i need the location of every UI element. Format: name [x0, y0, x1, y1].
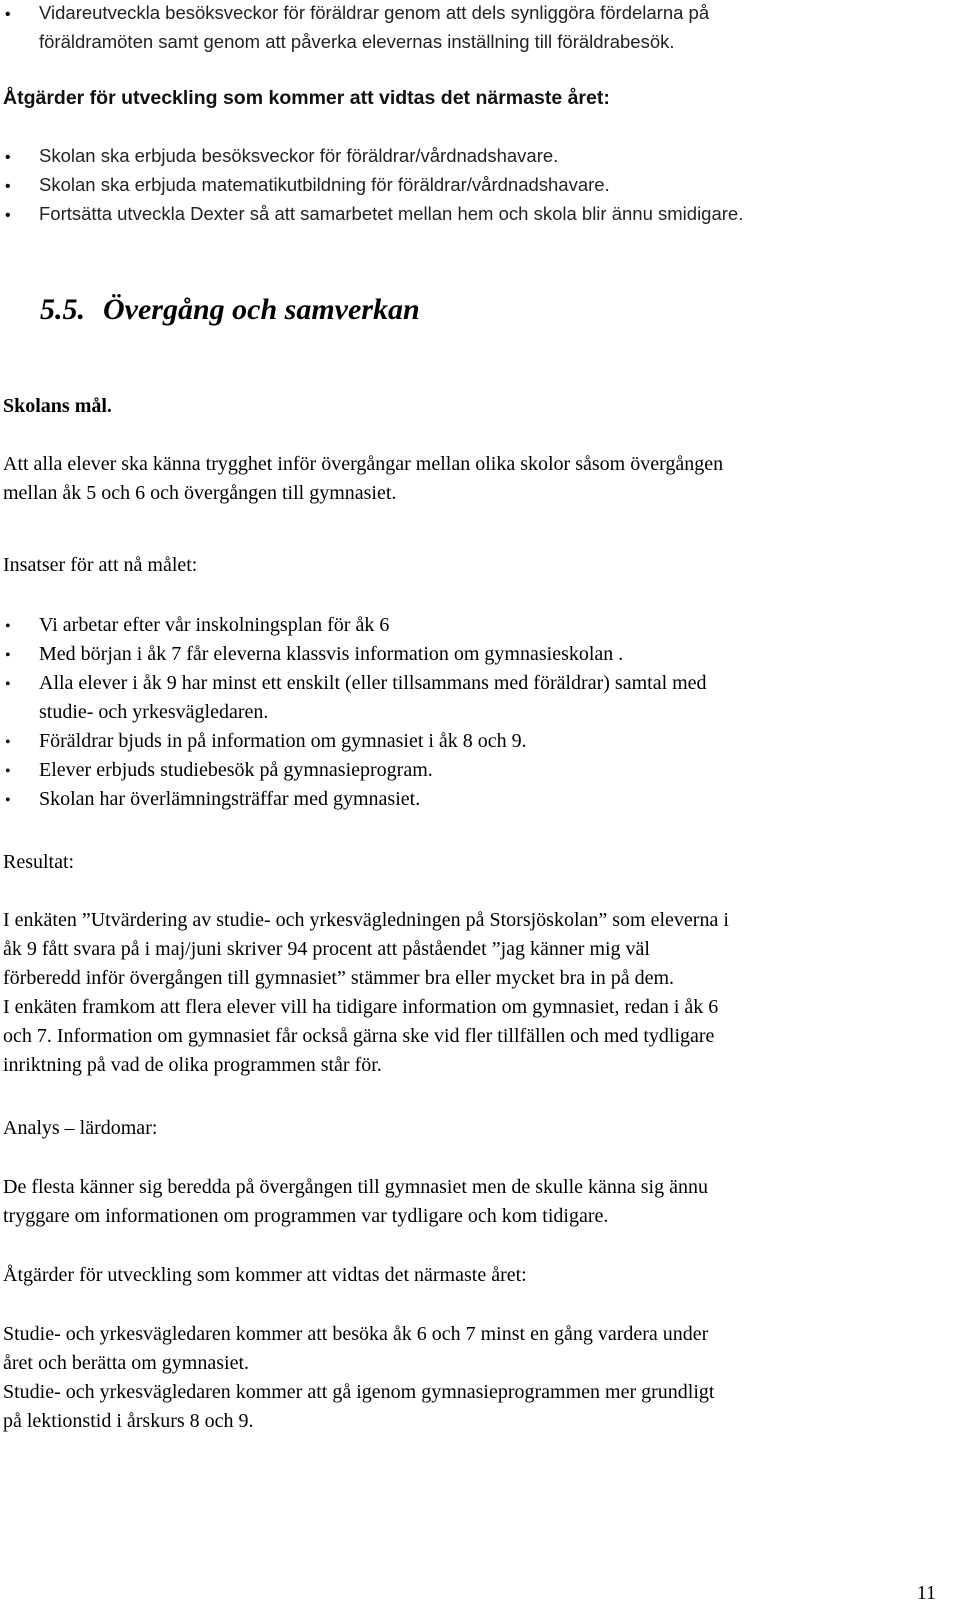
efforts-heading: Insatser för att nå målet:: [3, 554, 198, 576]
school-goals-heading: Skolans mål.: [3, 395, 112, 417]
efforts-item-2: Med början i åk 7 får eleverna klassvis information om gymnasieskolan .: [39, 643, 624, 665]
efforts-item-6: Skolan har överlämningsträffar med gymnasiet.: [39, 788, 421, 810]
efforts-item-3-cont: studie- och yrkesvägledaren.: [39, 701, 269, 723]
actions-heading-1: Åtgärder för utveckling som kommer att vidtas det närmaste året:: [3, 87, 610, 109]
efforts-item-4: Föräldrar bjuds in på information om gymnasiet i åk 8 och 9.: [39, 730, 527, 752]
results-line-1: I enkäten ”Utvärdering av studie- och yrkesvägledningen på Storsjöskolan” som eleverna i: [3, 909, 729, 931]
analysis-line-2: tryggare om informationen om programmen var tydligare och kom tidigare.: [3, 1205, 609, 1227]
school-goals-line-1: Att alla elever ska känna trygghet inför övergångar mellan olika skolor såsom övergången: [3, 453, 724, 475]
analysis-heading: Analys – lärdomar:: [3, 1117, 158, 1139]
actions-2-line-2: året och berätta om gymnasiet.: [3, 1352, 250, 1374]
efforts-item-1: Vi arbetar efter vår inskolningsplan för åk 6: [39, 614, 390, 636]
actions-list-1-item-3: Fortsätta utveckla Dexter så att samarbetet mellan hem och skola blir ännu smidigare.: [39, 203, 744, 224]
results-line-6: inriktning på vad de olika programmen står för.: [3, 1054, 382, 1076]
top-paragraph-line-2: föräldramöten samt genom att påverka elevernas inställning till föräldrabesök.: [39, 31, 675, 52]
section-title: [40, 293, 420, 327]
bullet-icon: •: [5, 618, 11, 635]
school-goals-line-2: mellan åk 5 och 6 och övergången till gymnasiet.: [3, 482, 397, 504]
results-line-3: förberedd inför övergången till gymnasiet” stämmer bra eller mycket bra in på dem.: [3, 967, 675, 989]
actions-list-1-item-1: Skolan ska erbjuda besöksveckor för föräldrar/vårdnadshavare.: [39, 145, 559, 166]
actions-2-line-3: Studie- och yrkesvägledaren kommer att gå igenom gymnasieprogrammen mer grundligt: [3, 1381, 715, 1403]
section-number: 5.5.: [40, 293, 85, 326]
bullet-icon: •: [5, 792, 11, 809]
section-title-text: Övergång och samverkan: [103, 293, 420, 326]
actions-list-1-item-2: Skolan ska erbjuda matematikutbildning för föräldrar/vårdnadshavare.: [39, 174, 610, 195]
actions-heading-2: Åtgärder för utveckling som kommer att vidtas det närmaste året:: [3, 1264, 527, 1286]
results-line-5: och 7. Information om gymnasiet får också gärna ske vid fler tillfällen och med tydligare: [3, 1025, 715, 1047]
bullet-icon: •: [5, 647, 11, 664]
bullet-icon: •: [5, 676, 11, 693]
bullet-icon: •: [5, 6, 11, 23]
bullet-icon: •: [5, 149, 11, 166]
bullet-icon: •: [5, 734, 11, 751]
results-line-4: I enkäten framkom att flera elever vill ha tidigare information om gymnasiet, redan i åk 6: [3, 996, 719, 1018]
analysis-line-1: De flesta känner sig beredda på övergången till gymnasiet men de skulle känna sig ännu: [3, 1176, 708, 1198]
actions-2-line-4: på lektionstid i årskurs 8 och 9.: [3, 1410, 254, 1432]
actions-2-line-1: Studie- och yrkesvägledaren kommer att besöka åk 6 och 7 minst en gång vardera under: [3, 1323, 709, 1345]
bullet-icon: •: [5, 763, 11, 780]
efforts-item-3: Alla elever i åk 9 har minst ett enskilt (eller tillsammans med föräldrar) samtal med: [39, 672, 707, 694]
top-paragraph-line-1: Vidareutveckla besöksveckor för föräldrar genom att dels synliggöra fördelarna på: [39, 2, 710, 23]
page-number: 11: [916, 1582, 936, 1604]
results-line-2: åk 9 fått svara på i maj/juni skriver 94 procent att påståendet ”jag känner mig väl: [3, 938, 650, 960]
efforts-item-5: Elever erbjuds studiebesök på gymnasieprogram.: [39, 759, 433, 781]
bullet-icon: •: [5, 178, 11, 195]
results-heading: Resultat:: [3, 851, 75, 873]
bullet-icon: •: [5, 207, 11, 224]
